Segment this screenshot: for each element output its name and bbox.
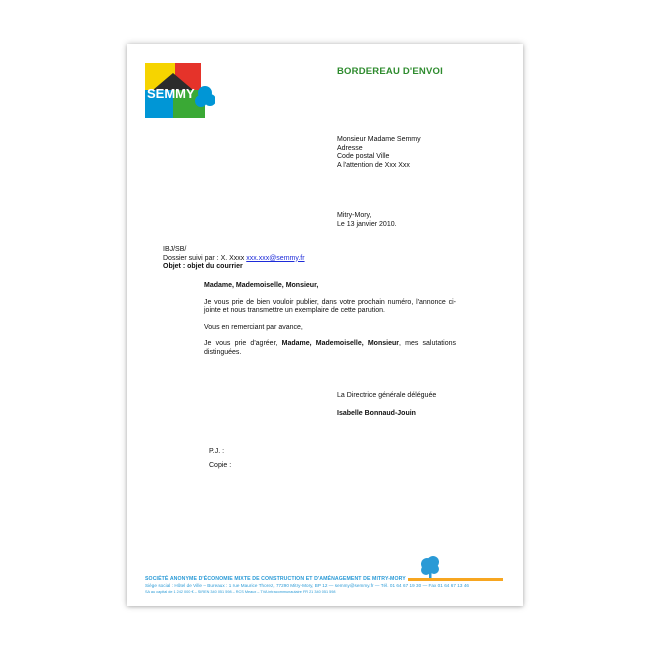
- closing-bold: Madame, Mademoiselle, Monsieur: [281, 340, 399, 348]
- closing-text: , mes salutations distinguées.: [204, 340, 456, 356]
- address-line: A l'attention de Xxx Xxx: [337, 161, 410, 169]
- letter-body: [204, 282, 456, 366]
- signature: [337, 392, 436, 418]
- dossier-label: Dossier suivi par : X. Xxxx: [163, 254, 247, 262]
- date: Le 13 janvier 2010.: [337, 220, 397, 228]
- address-line: Monsieur Madame Semmy: [337, 136, 421, 143]
- objet-line: Objet : objet du courrier: [163, 263, 243, 271]
- email-link[interactable]: xxx.xxx@semmy.fr: [246, 254, 305, 262]
- address-line: Code postal Ville: [337, 153, 390, 161]
- document-title: BORDEREAU D'ENVOI: [337, 66, 443, 77]
- place-date: [337, 212, 397, 229]
- place: Mitry-Mory,: [337, 212, 372, 219]
- address-line: Adresse: [337, 144, 363, 152]
- signature-name: Isabelle Bonnaud-Jouin: [337, 409, 416, 417]
- signature-role: La Directrice générale déléguée: [337, 392, 437, 399]
- copie-label: Copie :: [209, 462, 232, 469]
- footer-accent-bar: [408, 578, 503, 581]
- pj-label: P.J. :: [209, 448, 225, 455]
- letter-sheet: [127, 44, 523, 606]
- recipient-address: [337, 136, 421, 170]
- reference: IBJ/SB/: [163, 246, 187, 253]
- salutation: Madame, Mademoiselle, Monsieur,: [204, 282, 319, 289]
- footer-address: Siège social : Hôtel de Ville – Bureaux : 1 rue Maurice Thorez, 77290 Mitry-Mory, BP 12 — semmy@semmy.fr — Tél. 01 64 67 19 30 — Fax 01 64 67 13 46: [145, 583, 470, 588]
- paragraph: Je vous prie de bien vouloir publier, dans votre prochain numéro, l'annonce ci-jointe et nous transmettre un exemplaire de cette parution.: [204, 298, 456, 315]
- closing-text: Je vous prie d'agréer,: [204, 340, 282, 348]
- footer-company: SOCIÉTÉ ANONYME D'ÉCONOMIE MIXTE DE CONSTRUCTION ET D'AMÉNAGEMENT DE MITRY-MORY: [145, 576, 406, 582]
- dossier-line: [163, 255, 305, 264]
- tree-icon: [419, 556, 441, 580]
- footer-legal: SA au capital de 1 242 000 € – SIREN 340 051 598 – RCS Meaux – TVA intracommunautaire FR 21 340 051 598: [145, 590, 336, 594]
- references: [163, 246, 305, 272]
- closing-paragraph: [204, 340, 456, 357]
- paragraph: Vous en remerciant par avance,: [204, 323, 303, 331]
- logo-text: SEMMY: [147, 86, 195, 101]
- semmy-logo: [145, 63, 215, 118]
